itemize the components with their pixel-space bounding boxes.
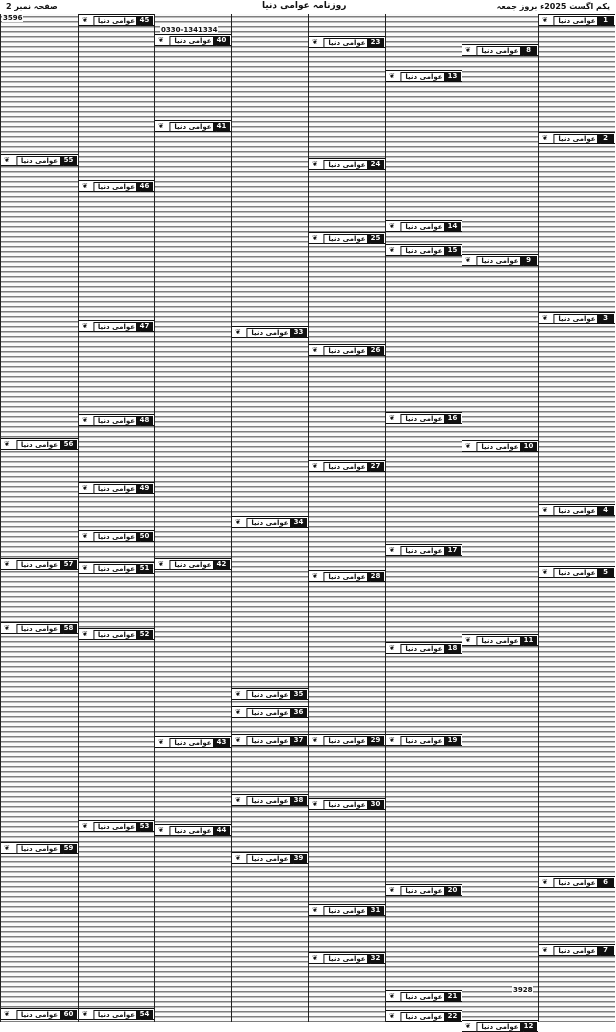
newspaper-logo-icon: ❦ [389, 246, 395, 254]
notice-number: 36 [290, 708, 307, 717]
notice-number: 43 [213, 738, 230, 747]
notice-header [79, 628, 154, 640]
notice-label: عوامی دنیا [400, 886, 447, 896]
notice-label: عوامی دنیا [246, 690, 293, 700]
notice-number: 34 [290, 518, 307, 527]
notice-header [309, 798, 385, 810]
notice-number: 6 [597, 878, 614, 887]
newspaper-logo-icon: ❦ [465, 636, 471, 644]
notice-number: 16 [444, 414, 461, 423]
notice-header [539, 944, 615, 956]
notice-number: 20 [444, 886, 461, 895]
newspaper-logo-icon: ❦ [235, 736, 241, 744]
notice-number: 18 [444, 644, 461, 653]
newspaper-logo-icon: ❦ [235, 708, 241, 716]
notice-label: عوامی دنیا [169, 826, 216, 836]
notice-label: عوامی دنیا [476, 442, 523, 452]
notice-number: 53 [136, 822, 153, 831]
notice-label: عوامی دنیا [169, 122, 216, 132]
notice-number: 33 [290, 328, 307, 337]
notice-number: 45 [136, 16, 153, 25]
column-5 [232, 14, 308, 1022]
notice-header [386, 244, 462, 256]
notice-header [462, 44, 538, 56]
newspaper-logo-icon: ❦ [235, 518, 241, 526]
notice-header [309, 36, 385, 48]
newspaper-logo-icon: ❦ [4, 844, 10, 852]
notice-label: عوامی دنیا [246, 518, 293, 528]
newspaper-logo-icon: ❦ [312, 954, 318, 962]
notice-number: 3 [597, 314, 614, 323]
notice-header [462, 254, 538, 266]
notice-label: عوامی دنیا [323, 346, 370, 356]
notice-number: 31 [367, 906, 384, 915]
notice-header [386, 1010, 462, 1022]
notice-header [386, 70, 462, 82]
notice-number: 54 [136, 1010, 153, 1019]
notice-label: عوامی دنیا [553, 946, 600, 956]
column-7 [79, 14, 154, 1022]
notice-header [386, 412, 462, 424]
newspaper-logo-icon: ❦ [82, 416, 88, 424]
notice-label: عوامی دنیا [400, 736, 447, 746]
notice-header [539, 504, 615, 516]
notice-number: 41 [213, 122, 230, 131]
notice-header [462, 1020, 538, 1032]
notice-header [155, 824, 231, 836]
notice-label: عوامی دنیا [323, 800, 370, 810]
newspaper-logo-icon: ❦ [312, 462, 318, 470]
notice-header [309, 904, 385, 916]
notice-header [462, 440, 538, 452]
notice-number: 11 [520, 636, 537, 645]
notice-number: 58 [60, 624, 77, 633]
notice-label: عوامی دنیا [16, 624, 63, 634]
column-divider [0, 14, 1, 1022]
notice-number: 40 [213, 36, 230, 45]
notice-header [232, 794, 308, 806]
newspaper-logo-icon: ❦ [542, 314, 548, 322]
newspaper-logo-icon: ❦ [389, 72, 395, 80]
notice-number: 52 [136, 630, 153, 639]
notice-number: 13 [444, 72, 461, 81]
column-1 [539, 14, 615, 1022]
page-number: صفحہ نمبر 2 [6, 2, 58, 11]
notice-header [309, 344, 385, 356]
notice-header [309, 734, 385, 746]
column-3 [386, 14, 462, 1022]
newspaper-logo-icon: ❦ [389, 992, 395, 1000]
newspaper-logo-icon: ❦ [542, 506, 548, 514]
notice-label: عوامی دنیا [246, 854, 293, 864]
notice-label: عوامی دنیا [169, 738, 216, 748]
notice-label: عوامی دنیا [553, 16, 600, 26]
notice-number: 29 [367, 736, 384, 745]
notice-header [79, 1008, 154, 1020]
newspaper-logo-icon: ❦ [82, 484, 88, 492]
notice-label: عوامی دنیا [323, 160, 370, 170]
column-divider [538, 14, 539, 1022]
notice-header [232, 852, 308, 864]
notice-label: عوامی دنیا [400, 546, 447, 556]
column-8 [1, 14, 78, 1022]
notice-label: عوامی دنیا [16, 156, 63, 166]
notice-header [79, 530, 154, 542]
notice-number: 8 [520, 46, 537, 55]
notice-header [79, 320, 154, 332]
notice-label: عوامی دنیا [476, 256, 523, 266]
notice-number: 14 [444, 222, 461, 231]
notice-number: 32 [367, 954, 384, 963]
notice-number: 25 [367, 234, 384, 243]
newspaper-logo-icon: ❦ [542, 568, 548, 576]
newspaper-logo-icon: ❦ [4, 1010, 10, 1018]
notice-header [539, 566, 615, 578]
notice-label: عوامی دنیا [323, 234, 370, 244]
notice-label: عوامی دنیا [169, 36, 216, 46]
notice-label: عوامی دنیا [400, 644, 447, 654]
notice-number: 48 [136, 416, 153, 425]
notice-number: 27 [367, 462, 384, 471]
case-number: 3928 [513, 986, 533, 994]
newspaper-logo-icon: ❦ [235, 690, 241, 698]
phone-number: 0330-1341334 [161, 26, 218, 34]
column-divider [154, 14, 155, 1022]
newspaper-logo-icon: ❦ [465, 442, 471, 450]
notice-header [79, 414, 154, 426]
notice-number: 47 [136, 322, 153, 331]
notice-header [79, 482, 154, 494]
notice-number: 49 [136, 484, 153, 493]
notice-number: 37 [290, 736, 307, 745]
notice-label: عوامی دنیا [93, 182, 140, 192]
notice-label: عوامی دنیا [93, 1010, 140, 1020]
notice-number: 15 [444, 246, 461, 255]
notice-header [232, 688, 308, 700]
notice-header [539, 14, 615, 26]
notice-label: عوامی دنیا [93, 822, 140, 832]
notice-number: 17 [444, 546, 461, 555]
notice-header [539, 876, 615, 888]
notice-number: 59 [60, 844, 77, 853]
notice-label: عوامی دنیا [93, 532, 140, 542]
notice-header [309, 460, 385, 472]
notice-header [79, 180, 154, 192]
notice-label: عوامی دنیا [93, 484, 140, 494]
newspaper-logo-icon: ❦ [312, 736, 318, 744]
newspaper-logo-icon: ❦ [158, 738, 164, 746]
top-left-number: 3596 [3, 14, 23, 22]
newspaper-logo-icon: ❦ [389, 644, 395, 652]
notice-header [386, 734, 462, 746]
notice-label: عوامی دنیا [16, 844, 63, 854]
notice-label: عوامی دنیا [93, 16, 140, 26]
notice-label: عوامی دنیا [93, 630, 140, 640]
notice-label: عوامی دنیا [553, 568, 600, 578]
notice-number: 30 [367, 800, 384, 809]
notice-label: عوامی دنیا [16, 560, 63, 570]
notice-number: 10 [520, 442, 537, 451]
newspaper-title: روزنامہ عوامی دنیا [262, 1, 347, 11]
newspaper-logo-icon: ❦ [82, 1010, 88, 1018]
notice-number: 12 [520, 1022, 537, 1031]
column-divider [385, 14, 386, 1022]
notice-header [79, 562, 154, 574]
newspaper-logo-icon: ❦ [542, 16, 548, 24]
notice-number: 60 [60, 1010, 77, 1019]
notice-header [1, 438, 78, 450]
notice-label: عوامی دنیا [400, 414, 447, 424]
newspaper-logo-icon: ❦ [158, 122, 164, 130]
notice-label: عوامی دنیا [400, 222, 447, 232]
notice-number: 46 [136, 182, 153, 191]
notice-number: 9 [520, 256, 537, 265]
notice-label: عوامی دنیا [246, 796, 293, 806]
notice-header [155, 736, 231, 748]
newspaper-logo-icon: ❦ [312, 160, 318, 168]
notice-header [386, 220, 462, 232]
newspaper-logo-icon: ❦ [82, 322, 88, 330]
notice-header [155, 558, 231, 570]
notice-label: عوامی دنیا [400, 992, 447, 1002]
notice-header [1, 622, 78, 634]
notice-header [79, 14, 154, 26]
notice-label: عوامی دنیا [400, 246, 447, 256]
newspaper-logo-icon: ❦ [158, 36, 164, 44]
notice-number: 39 [290, 854, 307, 863]
notice-label: عوامی دنیا [323, 736, 370, 746]
notice-number: 21 [444, 992, 461, 1001]
notice-number: 5 [597, 568, 614, 577]
notice-label: عوامی دنیا [323, 462, 370, 472]
notice-number: 50 [136, 532, 153, 541]
newspaper-logo-icon: ❦ [4, 560, 10, 568]
notice-header [462, 634, 538, 646]
notice-label: عوامی دنیا [400, 72, 447, 82]
newspaper-logo-icon: ❦ [542, 134, 548, 142]
notice-header [155, 120, 231, 132]
notice-number: 19 [444, 736, 461, 745]
notice-number: 23 [367, 38, 384, 47]
newspaper-logo-icon: ❦ [235, 854, 241, 862]
column-divider [78, 14, 79, 1022]
newspaper-logo-icon: ❦ [158, 560, 164, 568]
notice-label: عوامی دنیا [400, 1012, 447, 1022]
column-4 [309, 14, 385, 1022]
notice-label: عوامی دنیا [553, 314, 600, 324]
newspaper-logo-icon: ❦ [82, 630, 88, 638]
newspaper-logo-icon: ❦ [158, 826, 164, 834]
notice-number: 42 [213, 560, 230, 569]
notice-header [386, 884, 462, 896]
newspaper-logo-icon: ❦ [235, 328, 241, 336]
notice-number: 35 [290, 690, 307, 699]
notice-label: عوامی دنیا [323, 38, 370, 48]
notice-header [386, 642, 462, 654]
newspaper-logo-icon: ❦ [389, 414, 395, 422]
notice-label: عوامی دنیا [246, 708, 293, 718]
newspaper-logo-icon: ❦ [4, 156, 10, 164]
newspaper-logo-icon: ❦ [4, 624, 10, 632]
newspaper-logo-icon: ❦ [312, 346, 318, 354]
notice-header [1, 842, 78, 854]
newspaper-logo-icon: ❦ [82, 822, 88, 830]
newspaper-logo-icon: ❦ [542, 878, 548, 886]
notice-number: 28 [367, 572, 384, 581]
notice-label: عوامی دنیا [476, 636, 523, 646]
notice-label: عوامی دنیا [93, 564, 140, 574]
notice-header [1, 558, 78, 570]
newspaper-logo-icon: ❦ [465, 256, 471, 264]
notice-label: عوامی دنیا [93, 416, 140, 426]
notice-number: 2 [597, 134, 614, 143]
notice-number: 57 [60, 560, 77, 569]
notice-label: عوامی دنیا [323, 954, 370, 964]
newspaper-logo-icon: ❦ [312, 906, 318, 914]
column-2 [462, 14, 538, 1031]
notice-header [309, 232, 385, 244]
notice-header [386, 544, 462, 556]
notice-header [309, 570, 385, 582]
newspaper-logo-icon: ❦ [389, 1012, 395, 1020]
notice-header [309, 158, 385, 170]
notice-number: 7 [597, 946, 614, 955]
notice-header [386, 990, 462, 1002]
notice-number: 1 [597, 16, 614, 25]
notice-label: عوامی دنیا [476, 46, 523, 56]
newspaper-logo-icon: ❦ [312, 572, 318, 580]
notice-number: 24 [367, 160, 384, 169]
notice-number: 56 [60, 440, 77, 449]
notice-label: عوامی دنیا [323, 906, 370, 916]
newspaper-logo-icon: ❦ [312, 234, 318, 242]
newspaper-logo-icon: ❦ [82, 16, 88, 24]
notice-header [79, 820, 154, 832]
newspaper-logo-icon: ❦ [82, 182, 88, 190]
newspaper-logo-icon: ❦ [389, 886, 395, 894]
notice-header [309, 952, 385, 964]
notice-header [232, 326, 308, 338]
notice-label: عوامی دنیا [93, 322, 140, 332]
notice-label: عوامی دنیا [476, 1022, 523, 1032]
notice-number: 4 [597, 506, 614, 515]
notice-label: عوامی دنیا [246, 328, 293, 338]
notice-label: عوامی دنیا [16, 440, 63, 450]
notice-header [1, 154, 78, 166]
newspaper-logo-icon: ❦ [542, 946, 548, 954]
notice-label: عوامی دنیا [553, 134, 600, 144]
notice-header [232, 516, 308, 528]
notice-header [1, 1008, 78, 1020]
newspaper-logo-icon: ❦ [82, 564, 88, 572]
notice-label: عوامی دنیا [169, 560, 216, 570]
notice-number: 38 [290, 796, 307, 805]
notice-number: 55 [60, 156, 77, 165]
notice-number: 26 [367, 346, 384, 355]
notice-label: عوامی دنیا [16, 1010, 63, 1020]
newspaper-logo-icon: ❦ [389, 546, 395, 554]
notice-header [539, 132, 615, 144]
notice-number: 22 [444, 1012, 461, 1021]
notice-header [539, 312, 615, 324]
newspaper-logo-icon: ❦ [82, 532, 88, 540]
notice-label: عوامی دنیا [553, 878, 600, 888]
notice-header [232, 706, 308, 718]
newspaper-logo-icon: ❦ [235, 796, 241, 804]
newspaper-logo-icon: ❦ [465, 1022, 471, 1030]
notice-header [232, 734, 308, 746]
notice-label: عوامی دنیا [323, 572, 370, 582]
column-6 [155, 14, 231, 1022]
newspaper-logo-icon: ❦ [312, 38, 318, 46]
notice-number: 44 [213, 826, 230, 835]
column-divider [308, 14, 309, 1022]
notice-header [155, 34, 231, 46]
newspaper-logo-icon: ❦ [389, 736, 395, 744]
column-divider [231, 14, 232, 1022]
notice-label: عوامی دنیا [553, 506, 600, 516]
notice-label: عوامی دنیا [246, 736, 293, 746]
notice-number: 51 [136, 564, 153, 573]
newspaper-logo-icon: ❦ [4, 440, 10, 448]
newspaper-logo-icon: ❦ [465, 46, 471, 54]
newspaper-logo-icon: ❦ [312, 800, 318, 808]
page-date: یکم اگست 2025ء بروز جمعہ [496, 2, 610, 11]
newspaper-logo-icon: ❦ [389, 222, 395, 230]
